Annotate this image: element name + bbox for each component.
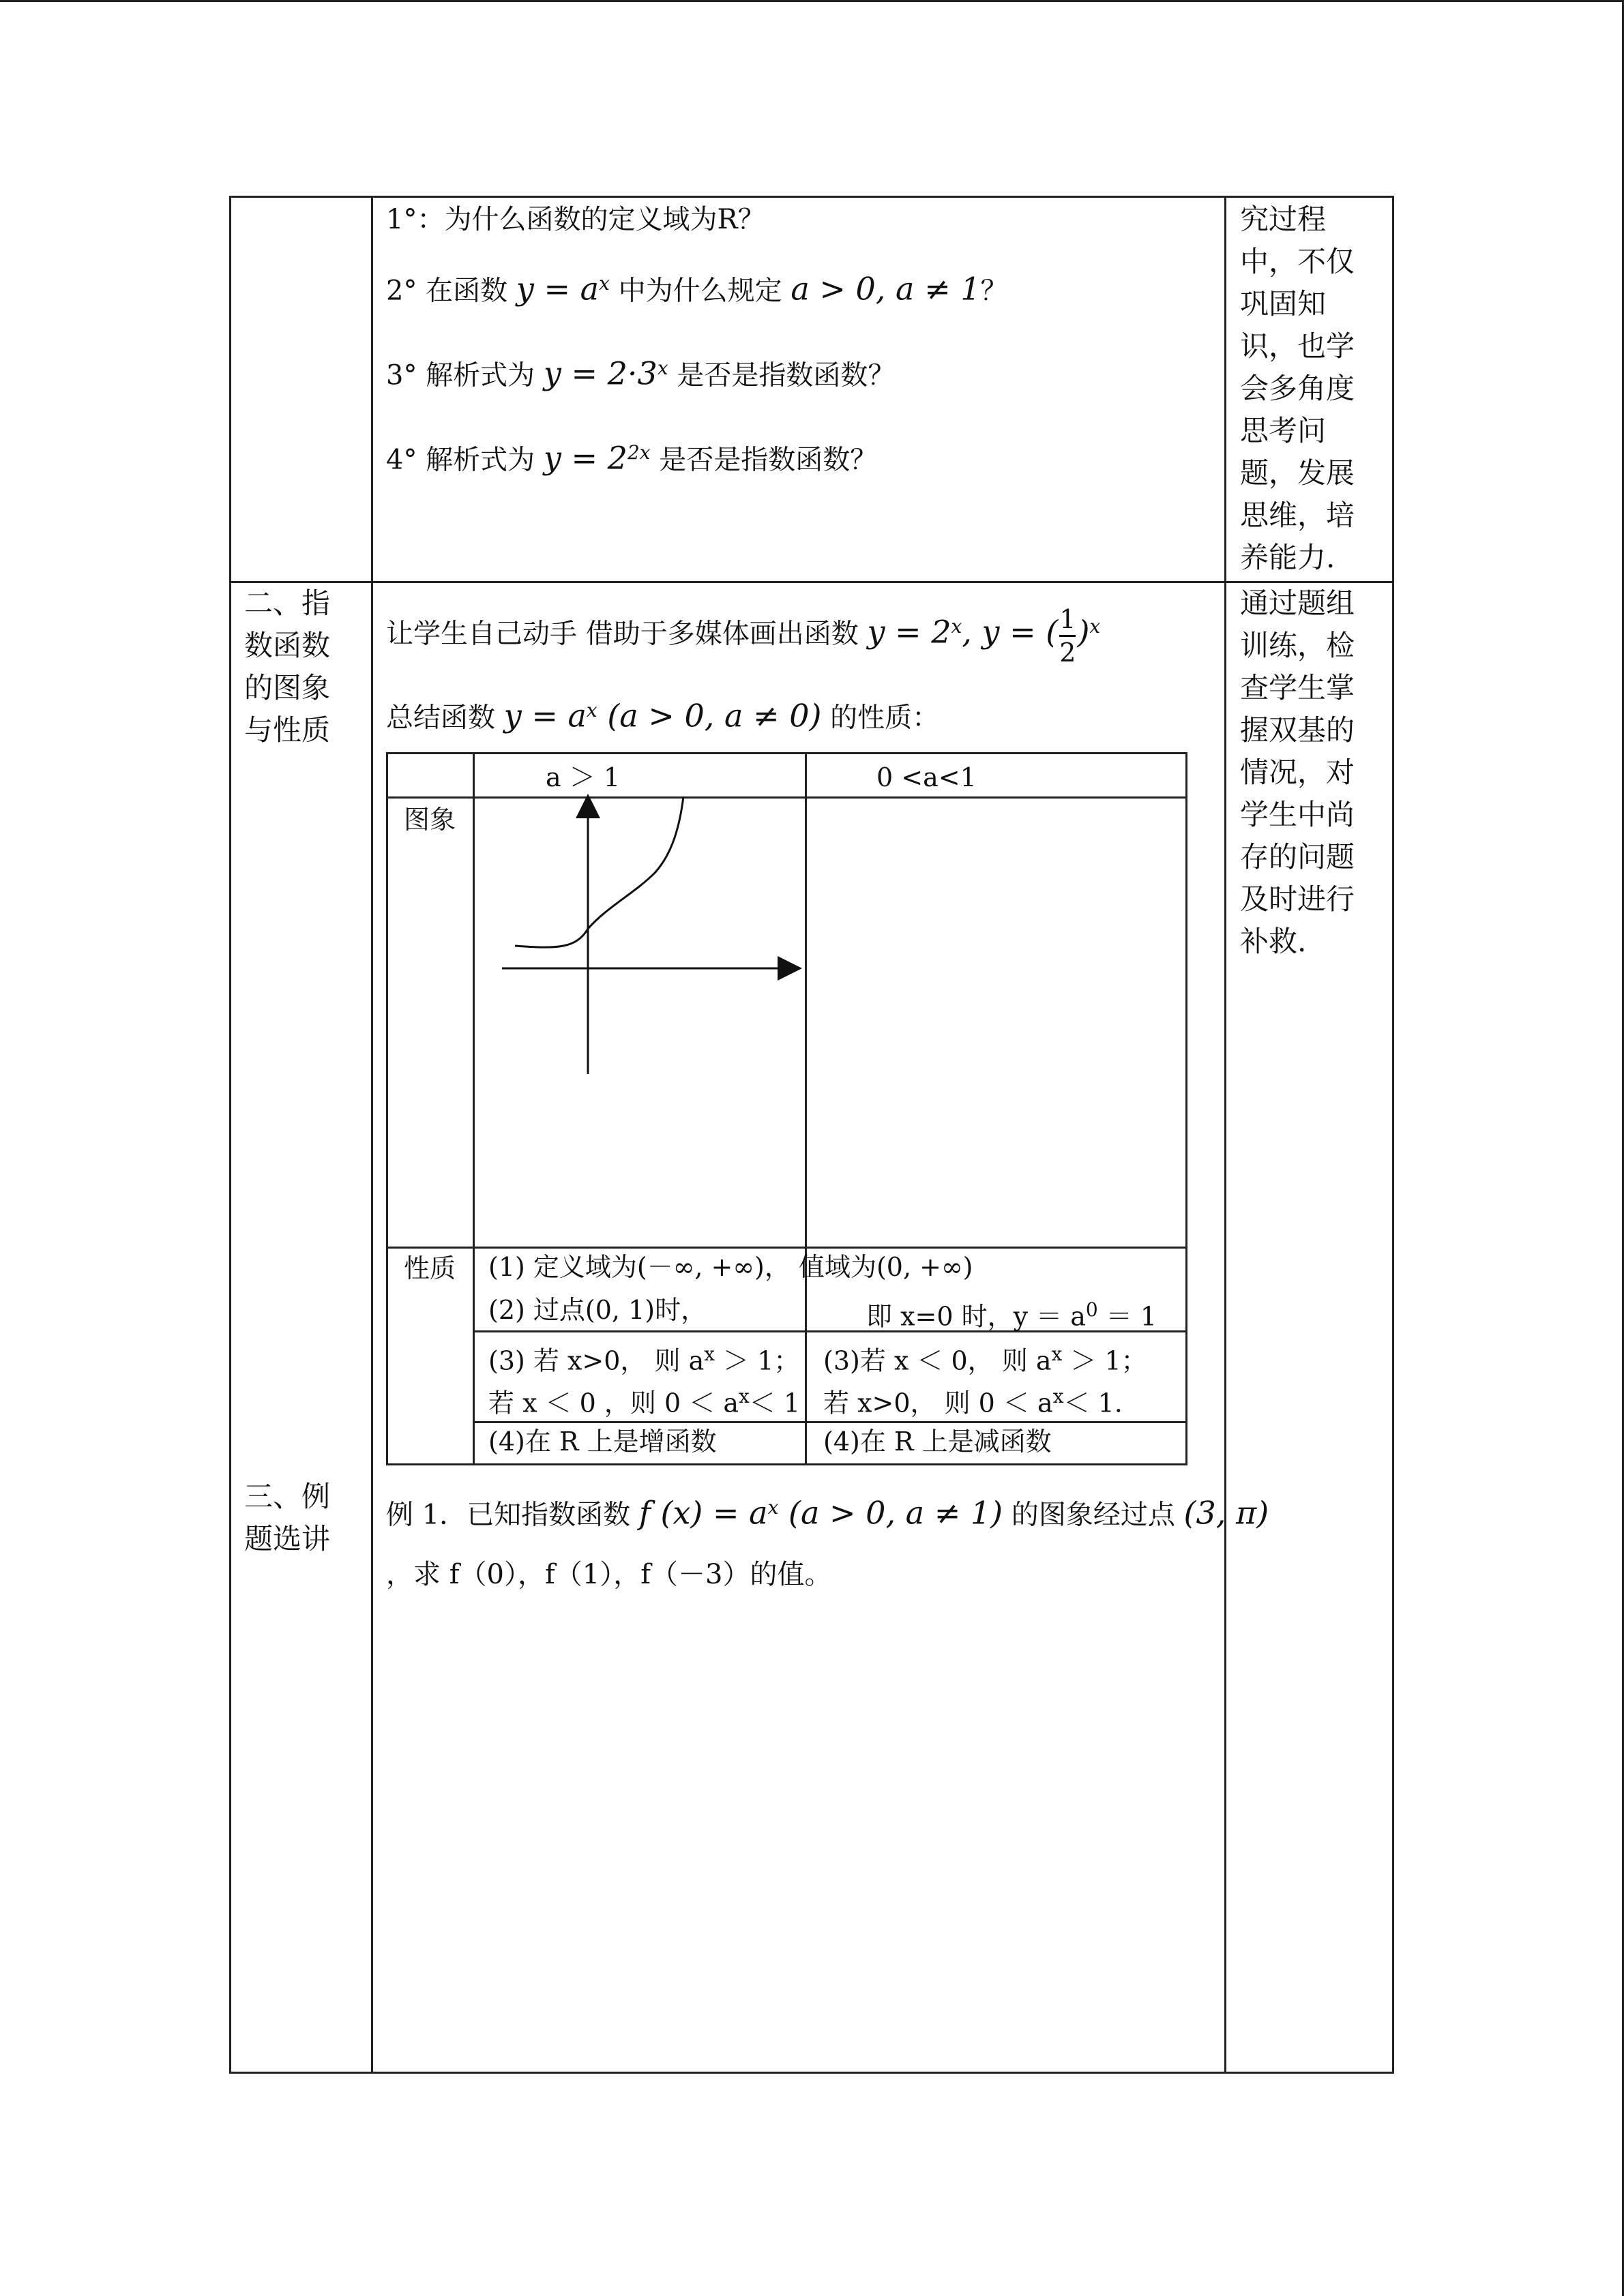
question-1: 1°：为什么函数的定义域为R？ — [386, 204, 765, 235]
example-1-line-2: ，求 f（0），f（1），f（－3）的值。 — [386, 1559, 832, 1590]
row2-notes: 通过题组训练，检查学生掌握双基的情况，对学生中尚存的问题及时进行补救. — [1240, 586, 1355, 958]
property-2-detail: 即 x=0 时，$y = a^0 = 1$ — [866, 1298, 1157, 1332]
question-4: 4° 解析式为 $y = 2^{2x}$ 是否是指数函数？ — [386, 439, 878, 477]
header-a-greater-1: a ＞ 1 — [546, 762, 620, 792]
draw-task: 让学生自己动手 借助于多媒体画出函数 $y = 2^x$, y = ( $\frac{1}{2}$ )$^x$ — [386, 604, 1101, 668]
summary-line: 总结函数 $y = a^x$ (a > 0, a ≠ 0) 的性质： — [386, 697, 940, 734]
property-3-right-2: 若 x>0， 则 $0 < a^x< 1$. — [823, 1385, 1123, 1418]
exponential-graph — [477, 784, 805, 1084]
example-1: 例 1．已知指数函数 f $(x) = a^x$ (a > 0, a ≠ 1) 的图象经过点 (3, π) — [386, 1494, 1269, 1532]
inner-col-divider-1 — [473, 754, 475, 1463]
exponential-curve — [515, 796, 683, 947]
row-divider — [231, 581, 1392, 583]
property-4-right: (4)在 R 上是减函数 — [823, 1427, 1052, 1457]
property-3-left-2: 若 x ＜ 0 ，则 $0 < a^x< 1$ — [488, 1385, 801, 1418]
section-3-title: 三、例题选讲 — [244, 1480, 331, 1555]
property-1: (1) 定义域为(－∞, +∞)， 值域为(0, +∞) — [488, 1252, 973, 1282]
header-a-less-1: 0 <a<1 — [876, 762, 977, 792]
properties-label: 性质 — [404, 1253, 456, 1283]
section-2-title: 二、指数函数的图象与性质 — [244, 586, 331, 747]
inner-col-divider-2 — [805, 754, 807, 1463]
graph-label: 图象 — [404, 805, 456, 835]
property-4-left: (4)在 R 上是增函数 — [488, 1427, 717, 1457]
property-3-left-1: (3) 若 x>0， 则 $a^x > 1$； — [488, 1343, 800, 1376]
column-divider-2 — [1224, 198, 1226, 2072]
column-divider-1 — [371, 198, 373, 2072]
top-border — [0, 0, 1624, 2]
question-3: 3° 解析式为 $y = 2\cdot 3^x$ 是否是指数函数？ — [386, 355, 896, 392]
row1-notes: 究过程中，不仅巩固知识，也学会多角度思考问题，发展思维，培养能力. — [1240, 203, 1355, 574]
property-3-right-1: (3)若 x ＜ 0， 则 $a^x > 1$； — [823, 1343, 1147, 1376]
property-2-point: (2) 过点(0, 1)时， — [488, 1295, 707, 1325]
question-2: 2° 在函数 $y = a^x$ 中为什么规定 a > 0, a ≠ 1？ — [386, 270, 1008, 308]
